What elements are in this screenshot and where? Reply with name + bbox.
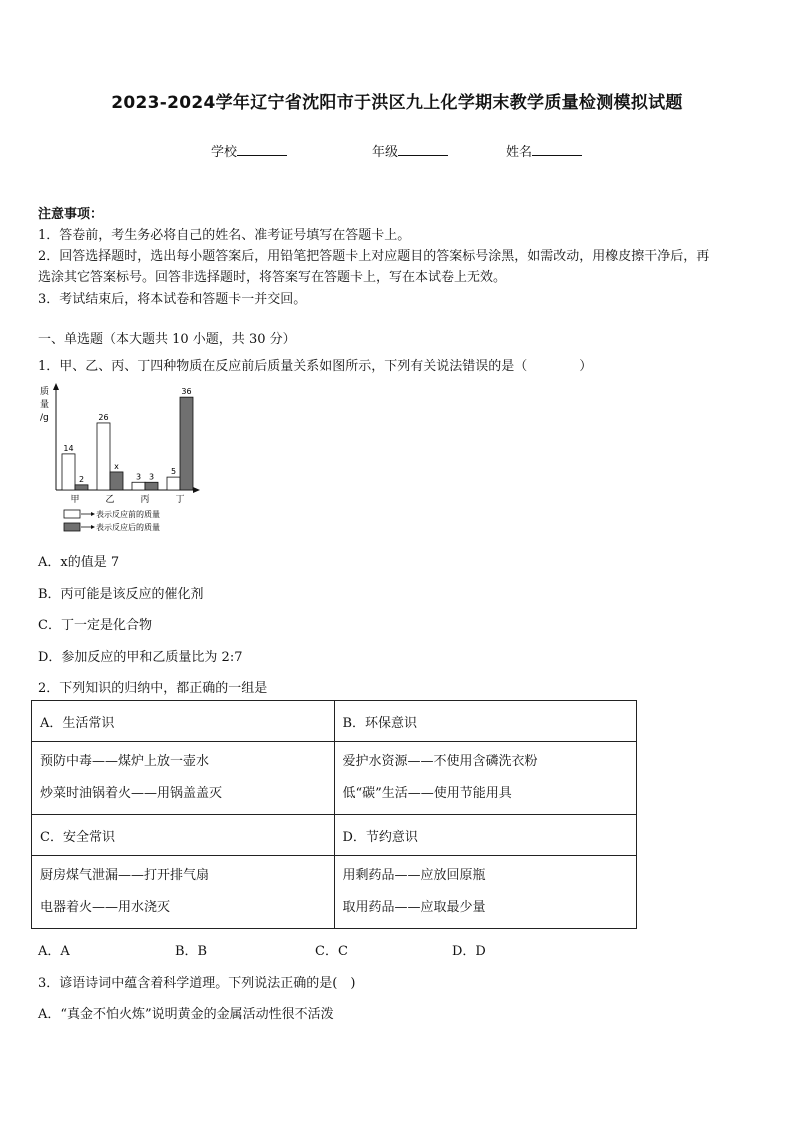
school-label: 学校: [211, 145, 238, 160]
note-item: 3．考试结束后，将本试卷和答题卡一并交回。: [38, 292, 307, 307]
name-blank: [532, 143, 582, 156]
cell-d-line: 取用药品——应取最少量: [342, 900, 486, 915]
bar-value-label: x: [114, 461, 119, 471]
legend-arrowhead-before: [91, 512, 95, 516]
y-axis-label-1: 质: [40, 387, 50, 397]
bar-before: [132, 482, 145, 490]
category-label: 丙: [140, 495, 150, 505]
cell-b-content: [334, 742, 637, 815]
note-item: 选涂其它答案标号。回答非选择题时，将答案写在答题卡上，写在本试卷上无效。: [38, 270, 507, 285]
bar-value-label: 3: [148, 472, 155, 482]
question-2-stem: 2．下列知识的归纳中，都正确的一组是: [38, 681, 268, 696]
note-item: 2．回答选择题时，选出每小题答案后，用铅笔把答题卡上对应题目的答案标号涂黑，如需改动，用橡皮擦干净后，再: [38, 249, 710, 264]
x-axis-arrow: [193, 487, 200, 493]
bar-value-label: 14: [63, 443, 74, 453]
q2-option-a: A．A: [38, 944, 70, 959]
cell-c-content: [32, 856, 335, 929]
option-a: A．x的值是 7: [38, 555, 120, 570]
question-3-stem: 3．谚语诗词中蕴含着科学道理。下列说法正确的是( ): [38, 976, 356, 991]
mass-bar-chart: [38, 380, 213, 540]
bar-value-label: 36: [181, 387, 192, 397]
cell-a-line: 炒菜时油锅着火——用锅盖盖灭: [40, 786, 223, 801]
school-field: [211, 141, 287, 160]
q2-option-d: D．D: [452, 944, 486, 959]
cell-d-line: 用剩药品——应放回原瓶: [342, 868, 486, 883]
name-label: 姓名: [506, 145, 533, 160]
cell-c-title: C．安全常识: [32, 815, 335, 856]
y-axis-label-3: /g: [40, 413, 49, 423]
cell-a-content: [32, 742, 335, 815]
cell-d-title: D．节约意识: [334, 815, 637, 856]
q3-option-a: A．“真金不怕火炼”说明黄金的金属活动性很不活泼: [38, 1007, 334, 1022]
cell-b-title: B．环保意识: [334, 701, 637, 742]
grade-field: [372, 141, 448, 160]
category-labels: [70, 494, 184, 505]
cell-c-line: 厨房煤气泄漏——打开排气扇: [40, 868, 210, 883]
cell-a-title: A．生活常识: [32, 701, 335, 742]
category-label: 丁: [175, 495, 185, 505]
cell-d-content: [334, 856, 637, 929]
category-label: 甲: [70, 495, 80, 505]
legend-label-after: 表示反应后的质量: [96, 523, 160, 532]
grade-label: 年级: [372, 145, 399, 160]
note-item: 1．答卷前，考生务必将自己的姓名、准考证号填写在答题卡上。: [38, 228, 411, 243]
bar-after: [75, 485, 88, 490]
bar-before: [97, 423, 110, 490]
knowledge-table: [31, 700, 637, 929]
cell-b-line: 低“碳”生活——使用节能用具: [342, 786, 512, 801]
legend-swatch-before: [64, 510, 80, 518]
bar-value-label: 5: [170, 467, 177, 477]
cell-a-line: 预防中毒——煤炉上放一壶水: [40, 754, 210, 769]
bar-after: [110, 472, 123, 490]
bar-after: [145, 482, 158, 490]
section-heading: 一、单选题（本大题共 10 小题，共 30 分）: [38, 332, 296, 347]
legend-swatch-after: [64, 523, 80, 531]
category-label: 乙: [105, 495, 115, 505]
grade-blank: [398, 143, 448, 156]
option-c: C．丁一定是化合物: [38, 618, 152, 633]
bar-before: [62, 454, 75, 490]
name-field: [506, 141, 582, 160]
option-b: B．丙可能是该反应的催化剂: [38, 587, 204, 602]
bars-group: [62, 387, 193, 490]
bar-value-label: 2: [78, 474, 85, 484]
y-axis-label-2: 量: [40, 400, 50, 410]
bar-value-label: 26: [98, 412, 109, 422]
legend: [64, 509, 160, 532]
q2-option-b: B．B: [175, 944, 208, 959]
question-1-stem: 1．甲、乙、丙、丁四种物质在反应前后质量关系如图所示，下列有关说法错误的是（ ）: [38, 359, 593, 374]
school-blank: [237, 143, 287, 156]
cell-b-line: 爱护水资源——不使用含磷洗衣粉: [342, 754, 538, 769]
option-d: D．参加反应的甲和乙质量比为 2:7: [38, 650, 243, 665]
cell-c-line: 电器着火——用水浇灭: [40, 900, 171, 915]
legend-arrowhead-after: [91, 525, 95, 529]
notes-heading: 注意事项：: [38, 207, 104, 222]
y-axis-arrow: [53, 383, 59, 390]
bar-value-label: 3: [135, 472, 142, 482]
bar-before: [167, 477, 180, 490]
legend-label-before: 表示反应前的质量: [96, 510, 160, 519]
q2-option-c: C．C: [315, 944, 348, 959]
bar-after: [180, 397, 193, 490]
page-title: 2023-2024学年辽宁省沈阳市于洪区九上化学期末教学质量检测模拟试题: [111, 93, 683, 113]
